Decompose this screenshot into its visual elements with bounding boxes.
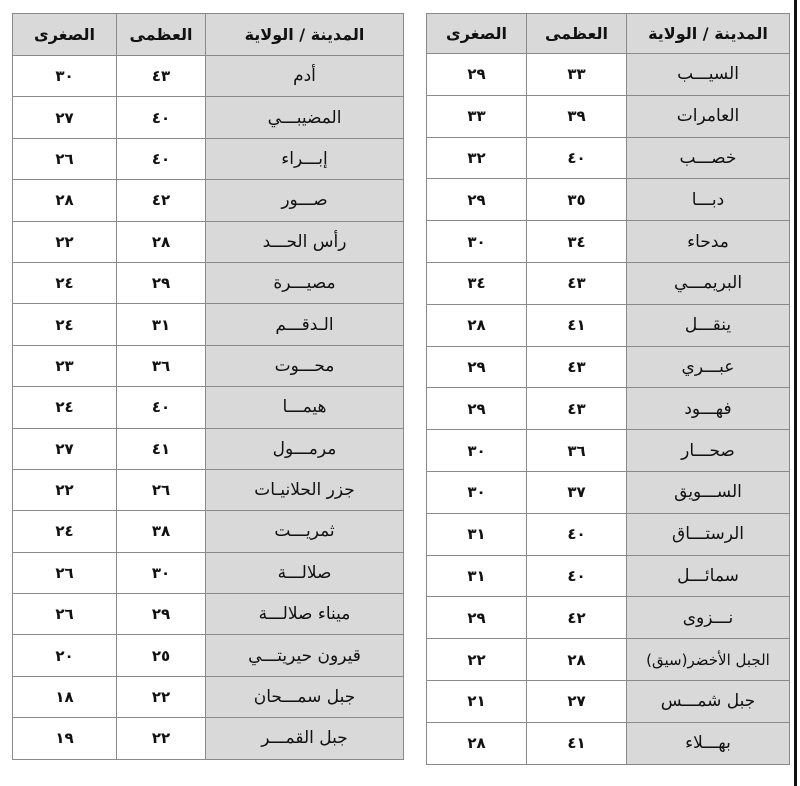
table-row <box>427 95 790 137</box>
max-temp-cell: ٤١ <box>117 428 206 469</box>
city-cell: صحـــار <box>627 430 790 472</box>
max-temp-cell: ٢٢ <box>117 676 206 717</box>
table-row <box>427 555 790 597</box>
max-temp-cell: ٤٢ <box>527 597 627 639</box>
table-row <box>13 387 404 428</box>
min-temp-cell: ٣٠ <box>13 56 117 97</box>
table-row <box>13 262 404 303</box>
header-max: العظمى <box>117 14 206 56</box>
city-cell: نـــزوى <box>627 597 790 639</box>
min-temp-cell: ٢٨ <box>427 304 527 346</box>
table-row <box>427 221 790 263</box>
city-cell: رأس الحـــد <box>206 221 404 262</box>
city-cell: مرمـــول <box>206 428 404 469</box>
table-row <box>13 97 404 138</box>
min-temp-cell: ١٩ <box>13 718 117 759</box>
table-row <box>13 552 404 593</box>
max-temp-cell: ٤٢ <box>117 180 206 221</box>
min-temp-cell: ٢٤ <box>13 304 117 345</box>
min-temp-cell: ٢٤ <box>13 387 117 428</box>
min-temp-cell: ٢٢ <box>13 469 117 510</box>
table-row <box>13 345 404 386</box>
min-temp-cell: ٢٨ <box>427 722 527 764</box>
table-row <box>13 221 404 262</box>
min-temp-cell: ٢٧ <box>13 97 117 138</box>
min-temp-cell: ١٨ <box>13 676 117 717</box>
city-cell: صـــور <box>206 180 404 221</box>
city-cell: جبل القمـــر <box>206 718 404 759</box>
max-temp-cell: ٤١ <box>527 722 627 764</box>
city-cell: الســـويق <box>627 471 790 513</box>
table-row <box>427 513 790 555</box>
max-temp-cell: ٣٧ <box>527 471 627 513</box>
min-temp-cell: ٣٢ <box>427 137 527 179</box>
max-temp-cell: ٣٠ <box>117 552 206 593</box>
max-temp-cell: ٤٠ <box>117 387 206 428</box>
min-temp-cell: ٣٠ <box>427 430 527 472</box>
table-row <box>427 639 790 681</box>
max-temp-cell: ٣٦ <box>527 430 627 472</box>
max-temp-cell: ٢٦ <box>117 469 206 510</box>
city-cell: هيمـــا <box>206 387 404 428</box>
min-temp-cell: ٢٧ <box>13 428 117 469</box>
city-cell: ثمريـــت <box>206 511 404 552</box>
max-temp-cell: ٤٣ <box>527 262 627 304</box>
min-temp-cell: ٢٤ <box>13 511 117 552</box>
max-temp-cell: ٢٧ <box>527 680 627 722</box>
max-temp-cell: ٤٣ <box>117 56 206 97</box>
table-row <box>427 430 790 472</box>
city-cell: بهـــلاء <box>627 722 790 764</box>
city-cell: جبل سمـــحان <box>206 676 404 717</box>
header-max: العظمى <box>527 14 627 54</box>
city-cell: مصيـــرة <box>206 262 404 303</box>
table-row <box>13 56 404 97</box>
max-temp-cell: ٤٣ <box>527 388 627 430</box>
min-temp-cell: ٣٠ <box>427 221 527 263</box>
table-row <box>427 54 790 96</box>
city-cell: العامرات <box>627 95 790 137</box>
min-temp-cell: ٢٩ <box>427 346 527 388</box>
table-row <box>427 137 790 179</box>
city-cell: قيرون حيريتـــي <box>206 635 404 676</box>
min-temp-cell: ٢٩ <box>427 388 527 430</box>
table-row <box>13 428 404 469</box>
city-cell: جزر الحلانيـات <box>206 469 404 510</box>
min-temp-cell: ٢١ <box>427 680 527 722</box>
max-temp-cell: ٤٣ <box>527 346 627 388</box>
table-row <box>13 138 404 179</box>
table-row <box>427 388 790 430</box>
city-cell: الرستـــاق <box>627 513 790 555</box>
min-temp-cell: ٣٣ <box>427 95 527 137</box>
table-row <box>13 469 404 510</box>
city-cell: محـــوت <box>206 345 404 386</box>
max-temp-cell: ٤٠ <box>117 97 206 138</box>
min-temp-cell: ٢٦ <box>13 552 117 593</box>
temperature-table-left <box>12 13 404 760</box>
max-temp-cell: ٣٩ <box>527 95 627 137</box>
table-row <box>13 511 404 552</box>
min-temp-cell: ٢٣ <box>13 345 117 386</box>
city-cell: مدحاء <box>627 221 790 263</box>
table-row <box>427 179 790 221</box>
header-min: الصغرى <box>13 14 117 56</box>
city-cell: جبل شمـــس <box>627 680 790 722</box>
table-row <box>427 471 790 513</box>
page-edge-divider <box>794 0 797 786</box>
table-row <box>13 594 404 635</box>
city-cell: عبـــري <box>627 346 790 388</box>
min-temp-cell: ٣١ <box>427 513 527 555</box>
max-temp-cell: ٣١ <box>117 304 206 345</box>
table-row <box>13 304 404 345</box>
table-header-row <box>13 14 404 56</box>
min-temp-cell: ٣٤ <box>427 262 527 304</box>
max-temp-cell: ٢٨ <box>527 639 627 681</box>
table-row <box>427 346 790 388</box>
city-cell: ميناء صلالـــة <box>206 594 404 635</box>
table-row <box>13 676 404 717</box>
min-temp-cell: ٣١ <box>427 555 527 597</box>
table-row <box>13 635 404 676</box>
table-row <box>427 597 790 639</box>
max-temp-cell: ٤٠ <box>117 138 206 179</box>
min-temp-cell: ٢٠ <box>13 635 117 676</box>
min-temp-cell: ٢٤ <box>13 262 117 303</box>
max-temp-cell: ٤٠ <box>527 513 627 555</box>
max-temp-cell: ٣٨ <box>117 511 206 552</box>
city-cell: الـدقـــم <box>206 304 404 345</box>
max-temp-cell: ٤٠ <box>527 555 627 597</box>
min-temp-cell: ٢٢ <box>427 639 527 681</box>
table-row <box>427 304 790 346</box>
min-temp-cell: ٢٩ <box>427 54 527 96</box>
city-cell: خصـــب <box>627 137 790 179</box>
city-cell: أدم <box>206 56 404 97</box>
city-cell: إبـــراء <box>206 138 404 179</box>
table-row <box>427 262 790 304</box>
max-temp-cell: ٣٣ <box>527 54 627 96</box>
max-temp-cell: ٢٨ <box>117 221 206 262</box>
city-cell: المضيبـــي <box>206 97 404 138</box>
min-temp-cell: ٢٦ <box>13 594 117 635</box>
table-row <box>427 722 790 764</box>
max-temp-cell: ٤٠ <box>527 137 627 179</box>
max-temp-cell: ٢٩ <box>117 594 206 635</box>
max-temp-cell: ٣٥ <box>527 179 627 221</box>
header-min: الصغرى <box>427 14 527 54</box>
city-cell: الجبل الأخضر(سيق) <box>627 639 790 681</box>
max-temp-cell: ٢٥ <box>117 635 206 676</box>
max-temp-cell: ٣٤ <box>527 221 627 263</box>
city-cell: سمائـــل <box>627 555 790 597</box>
min-temp-cell: ٢٩ <box>427 597 527 639</box>
table-row <box>13 180 404 221</box>
city-cell: صلالـــة <box>206 552 404 593</box>
max-temp-cell: ٤١ <box>527 304 627 346</box>
max-temp-cell: ٣٦ <box>117 345 206 386</box>
min-temp-cell: ٢٦ <box>13 138 117 179</box>
header-city: المدينة / الولاية <box>206 14 404 56</box>
table-row <box>427 680 790 722</box>
min-temp-cell: ٢٨ <box>13 180 117 221</box>
city-cell: البريمـــي <box>627 262 790 304</box>
table-row <box>13 718 404 759</box>
min-temp-cell: ٣٠ <box>427 471 527 513</box>
city-cell: فهـــود <box>627 388 790 430</box>
city-cell: السيـــب <box>627 54 790 96</box>
city-cell: دبـــا <box>627 179 790 221</box>
temperature-table-right <box>426 13 790 765</box>
min-temp-cell: ٢٢ <box>13 221 117 262</box>
min-temp-cell: ٢٩ <box>427 179 527 221</box>
city-cell: ينقـــل <box>627 304 790 346</box>
max-temp-cell: ٢٩ <box>117 262 206 303</box>
header-city: المدينة / الولاية <box>627 14 790 54</box>
table-header-row <box>427 14 790 54</box>
max-temp-cell: ٢٢ <box>117 718 206 759</box>
